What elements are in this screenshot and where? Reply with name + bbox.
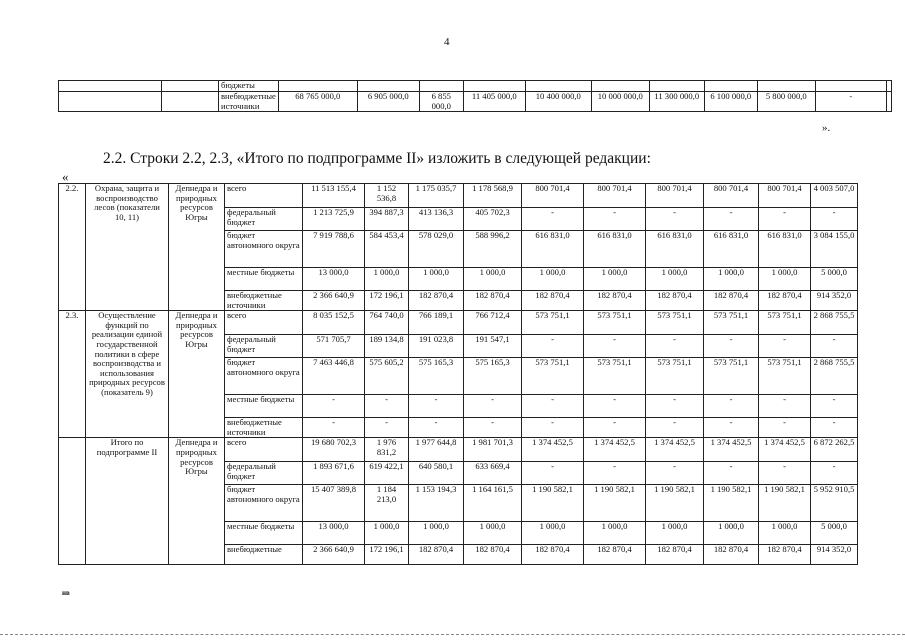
value-cell <box>419 81 463 92</box>
value-cell: 1 000,0 <box>522 522 584 545</box>
value-cell: 8 035 152,5 <box>303 311 365 335</box>
value-cell: 1 000,0 <box>409 522 464 545</box>
row-number: 2.3. <box>59 311 86 438</box>
executor: Депнедра и природных ресурсов Югры <box>169 311 225 438</box>
value-cell: 182 870,4 <box>409 545 464 565</box>
value-cell: 5 952 910,5 <box>811 485 858 522</box>
value-cell: 1 000,0 <box>365 522 409 545</box>
value-cell: 1 153 194,3 <box>409 485 464 522</box>
value-cell: - <box>646 462 704 485</box>
value-cell: - <box>759 335 811 358</box>
value-cell: 1 000,0 <box>522 268 584 291</box>
empty-cell <box>162 92 219 112</box>
value-cell: 766 189,1 <box>409 311 464 335</box>
value-cell: 13 000,0 <box>303 268 365 291</box>
value-cell: 5 800 000,0 <box>757 92 815 112</box>
value-cell: 571 705,7 <box>303 335 365 358</box>
value-cell: - <box>704 462 759 485</box>
source-label: федеральный бюджет <box>225 335 303 358</box>
value-cell: 800 701,4 <box>646 184 704 208</box>
source-label: внебюджетные источники <box>225 418 303 438</box>
value-cell: 578 029,0 <box>409 231 464 268</box>
value-cell: 1 374 452,5 <box>584 438 646 462</box>
value-cell: 11 300 000,0 <box>649 92 704 112</box>
value-cell <box>704 81 757 92</box>
source-label: местные бюджеты <box>225 522 303 545</box>
value-cell: 1 374 452,5 <box>704 438 759 462</box>
value-cell: 1 000,0 <box>365 268 409 291</box>
value-cell: 182 870,4 <box>646 545 704 565</box>
value-cell: 573 751,1 <box>704 358 759 395</box>
value-cell: - <box>759 395 811 418</box>
value-cell: 6 100 000,0 <box>704 92 757 112</box>
value-cell: 573 751,1 <box>759 358 811 395</box>
value-cell: 7 463 446,8 <box>303 358 365 395</box>
table-row <box>59 184 858 208</box>
value-cell: 10 000 000,0 <box>591 92 649 112</box>
value-cell <box>815 81 886 92</box>
source-label: бюджет автономного округа <box>225 358 303 395</box>
value-cell: 800 701,4 <box>584 184 646 208</box>
value-cell: 182 870,4 <box>464 291 522 311</box>
value-cell: - <box>759 418 811 438</box>
value-cell: 19 680 702,3 <box>303 438 365 462</box>
value-cell: 182 870,4 <box>409 291 464 311</box>
value-cell: 616 831,0 <box>646 231 704 268</box>
scan-edge-line <box>0 634 905 635</box>
value-cell: 633 669,4 <box>464 462 522 485</box>
value-cell: 1 184 213,0 <box>365 485 409 522</box>
value-cell: 1 374 452,5 <box>522 438 584 462</box>
value-cell: - <box>522 208 584 231</box>
value-cell: 1 190 582,1 <box>522 485 584 522</box>
source-label: внебюджетные <box>225 545 303 565</box>
value-cell: 1 000,0 <box>584 522 646 545</box>
value-cell <box>886 92 891 112</box>
value-cell: 1 893 671,6 <box>303 462 365 485</box>
value-cell: - <box>584 462 646 485</box>
value-cell: 800 701,4 <box>759 184 811 208</box>
value-cell: - <box>522 462 584 485</box>
table-row <box>59 81 892 92</box>
empty-cell <box>59 92 162 112</box>
value-cell: 6 855 000,0 <box>419 92 463 112</box>
source-label: всего <box>225 438 303 462</box>
value-cell: 1 000,0 <box>464 522 522 545</box>
value-cell: 1 164 161,5 <box>464 485 522 522</box>
value-cell: 1 213 725,9 <box>303 208 365 231</box>
source-label: бюджет автономного округа <box>225 231 303 268</box>
value-cell: 6 905 000,0 <box>357 92 419 112</box>
financing-table <box>58 183 858 565</box>
value-cell: 616 831,0 <box>704 231 759 268</box>
value-cell: 2 366 640,9 <box>303 291 365 311</box>
value-cell: 1 000,0 <box>704 522 759 545</box>
source-label: всего <box>225 184 303 208</box>
value-cell <box>463 81 525 92</box>
value-cell: - <box>704 418 759 438</box>
value-cell: 3 084 155,0 <box>811 231 858 268</box>
page-number: 4 <box>444 36 450 48</box>
source-label: федеральный бюджет <box>225 208 303 231</box>
value-cell: - <box>759 208 811 231</box>
value-cell: 172 196,1 <box>365 291 409 311</box>
value-cell: - <box>704 335 759 358</box>
value-cell: 182 870,4 <box>584 291 646 311</box>
value-cell: 914 352,0 <box>811 291 858 311</box>
measure-name: Охрана, защита и воспроизводство лесов (показатели 10, 11) <box>86 184 169 311</box>
value-cell: - <box>759 462 811 485</box>
value-cell: - <box>365 418 409 438</box>
value-cell: - <box>811 418 858 438</box>
value-cell: 7 919 788,6 <box>303 231 365 268</box>
value-cell: 575 605,2 <box>365 358 409 395</box>
value-cell: 5 000,0 <box>811 268 858 291</box>
row-number <box>59 438 86 565</box>
value-cell <box>886 81 891 92</box>
measure-name: Осуществление функций по реализации единой государственной политики в сфере воспроизводства и использования природных ресурсов (показатель 9) <box>86 311 169 438</box>
value-cell: 573 751,1 <box>646 358 704 395</box>
value-cell: 1 000,0 <box>646 522 704 545</box>
value-cell: - <box>303 395 365 418</box>
table-row <box>59 438 858 462</box>
value-cell: - <box>811 335 858 358</box>
value-cell: 1 000,0 <box>759 268 811 291</box>
value-cell: 1 000,0 <box>464 268 522 291</box>
value-cell: - <box>365 395 409 418</box>
value-cell: 10 400 000,0 <box>525 92 591 112</box>
top-table-fragment <box>58 80 892 112</box>
value-cell: - <box>584 395 646 418</box>
value-cell: 1 977 644,8 <box>409 438 464 462</box>
closing-quote: ». <box>822 122 831 134</box>
source-label: всего <box>225 311 303 335</box>
value-cell: 800 701,4 <box>704 184 759 208</box>
section-heading: 2.2. Строки 2.2, 2.3, «Итого по подпрограмме II» изложить в следующей редакции: <box>103 150 651 167</box>
value-cell: 405 702,3 <box>464 208 522 231</box>
empty-cell <box>162 81 219 92</box>
value-cell: - <box>584 208 646 231</box>
value-cell: 1 000,0 <box>646 268 704 291</box>
value-cell: 1 175 035,7 <box>409 184 464 208</box>
value-cell: - <box>815 92 886 112</box>
source-label: местные бюджеты <box>225 395 303 418</box>
table-row <box>59 311 858 335</box>
value-cell: 11 513 155,4 <box>303 184 365 208</box>
value-cell: - <box>811 395 858 418</box>
measure-name: Итого по подпрограмме II <box>86 438 169 565</box>
value-cell: 182 870,4 <box>522 545 584 565</box>
value-cell: 11 405 000,0 <box>463 92 525 112</box>
value-cell: 191 023,8 <box>409 335 464 358</box>
value-cell <box>357 81 419 92</box>
value-cell: 1 000,0 <box>409 268 464 291</box>
value-cell: 619 422,1 <box>365 462 409 485</box>
value-cell: 1 000,0 <box>759 522 811 545</box>
value-cell: 413 136,3 <box>409 208 464 231</box>
value-cell <box>525 81 591 92</box>
value-cell: - <box>811 462 858 485</box>
source-label: бюджет автономного округа <box>225 485 303 522</box>
value-cell: 640 580,1 <box>409 462 464 485</box>
row-number: 2.2. <box>59 184 86 311</box>
source-label: местные бюджеты <box>225 268 303 291</box>
executor: Депнедра и природных ресурсов Югры <box>169 438 225 565</box>
value-cell: 1 152 536,8 <box>365 184 409 208</box>
value-cell: - <box>409 418 464 438</box>
value-cell: 573 751,1 <box>522 311 584 335</box>
value-cell: 2 366 640,9 <box>303 545 365 565</box>
value-cell <box>649 81 704 92</box>
value-cell: 573 751,1 <box>646 311 704 335</box>
value-cell: 13 000,0 <box>303 522 365 545</box>
value-cell: 182 870,4 <box>704 291 759 311</box>
value-cell: 575 165,3 <box>464 358 522 395</box>
value-cell: 1 981 701,3 <box>464 438 522 462</box>
value-cell: - <box>464 395 522 418</box>
value-cell: - <box>704 395 759 418</box>
value-cell: - <box>522 418 584 438</box>
value-cell: 764 740,0 <box>365 311 409 335</box>
value-cell: - <box>584 335 646 358</box>
value-cell: 182 870,4 <box>522 291 584 311</box>
value-cell: 4 003 507,0 <box>811 184 858 208</box>
value-cell: - <box>811 208 858 231</box>
value-cell: - <box>646 395 704 418</box>
value-cell: - <box>584 418 646 438</box>
value-cell <box>757 81 815 92</box>
value-cell: - <box>704 208 759 231</box>
footer-mark: нв <box>62 589 70 597</box>
value-cell: 182 870,4 <box>759 291 811 311</box>
value-cell: 1 976 831,2 <box>365 438 409 462</box>
value-cell: - <box>522 395 584 418</box>
value-cell: 2 868 755,5 <box>811 358 858 395</box>
value-cell: 394 887,3 <box>365 208 409 231</box>
value-cell: 2 868 755,5 <box>811 311 858 335</box>
value-cell: 182 870,4 <box>464 545 522 565</box>
opening-quote: « <box>62 169 69 184</box>
value-cell: 573 751,1 <box>704 311 759 335</box>
value-cell: 172 196,1 <box>365 545 409 565</box>
value-cell: - <box>303 418 365 438</box>
value-cell: 1 178 568,9 <box>464 184 522 208</box>
value-cell: 1 374 452,5 <box>759 438 811 462</box>
empty-cell <box>59 81 162 92</box>
table-row <box>59 92 892 112</box>
value-cell: 191 547,1 <box>464 335 522 358</box>
value-cell: 182 870,4 <box>759 545 811 565</box>
value-cell: - <box>646 335 704 358</box>
value-cell: 182 870,4 <box>704 545 759 565</box>
value-cell: 68 765 000,0 <box>278 92 357 112</box>
value-cell: 1 000,0 <box>584 268 646 291</box>
source-label: федеральный бюджет <box>225 462 303 485</box>
value-cell: 584 453,4 <box>365 231 409 268</box>
value-cell: 15 407 389,8 <box>303 485 365 522</box>
value-cell: 182 870,4 <box>584 545 646 565</box>
value-cell: 914 352,0 <box>811 545 858 565</box>
value-cell: - <box>646 208 704 231</box>
source-label: бюджеты <box>219 81 279 92</box>
value-cell: 616 831,0 <box>759 231 811 268</box>
value-cell: - <box>646 418 704 438</box>
value-cell: 766 712,4 <box>464 311 522 335</box>
value-cell: 573 751,1 <box>584 311 646 335</box>
value-cell: 1 190 582,1 <box>704 485 759 522</box>
value-cell: 1 374 452,5 <box>646 438 704 462</box>
value-cell <box>591 81 649 92</box>
value-cell: 182 870,4 <box>646 291 704 311</box>
source-label: внебюджетные источники <box>225 291 303 311</box>
value-cell: 616 831,0 <box>522 231 584 268</box>
value-cell: 189 134,8 <box>365 335 409 358</box>
value-cell: 575 165,3 <box>409 358 464 395</box>
value-cell: - <box>464 418 522 438</box>
value-cell: 1 190 582,1 <box>584 485 646 522</box>
value-cell: 800 701,4 <box>522 184 584 208</box>
value-cell: 573 751,1 <box>584 358 646 395</box>
value-cell: - <box>522 335 584 358</box>
value-cell: 588 996,2 <box>464 231 522 268</box>
value-cell: 6 872 262,5 <box>811 438 858 462</box>
value-cell: 616 831,0 <box>584 231 646 268</box>
value-cell: 5 000,0 <box>811 522 858 545</box>
value-cell: 573 751,1 <box>759 311 811 335</box>
value-cell <box>278 81 357 92</box>
value-cell: 573 751,1 <box>522 358 584 395</box>
value-cell: 1 000,0 <box>704 268 759 291</box>
executor: Депнедра и природных ресурсов Югры <box>169 184 225 311</box>
value-cell: 1 190 582,1 <box>646 485 704 522</box>
value-cell: - <box>409 395 464 418</box>
source-label: внебюджетные источники <box>219 92 279 112</box>
value-cell: 1 190 582,1 <box>759 485 811 522</box>
